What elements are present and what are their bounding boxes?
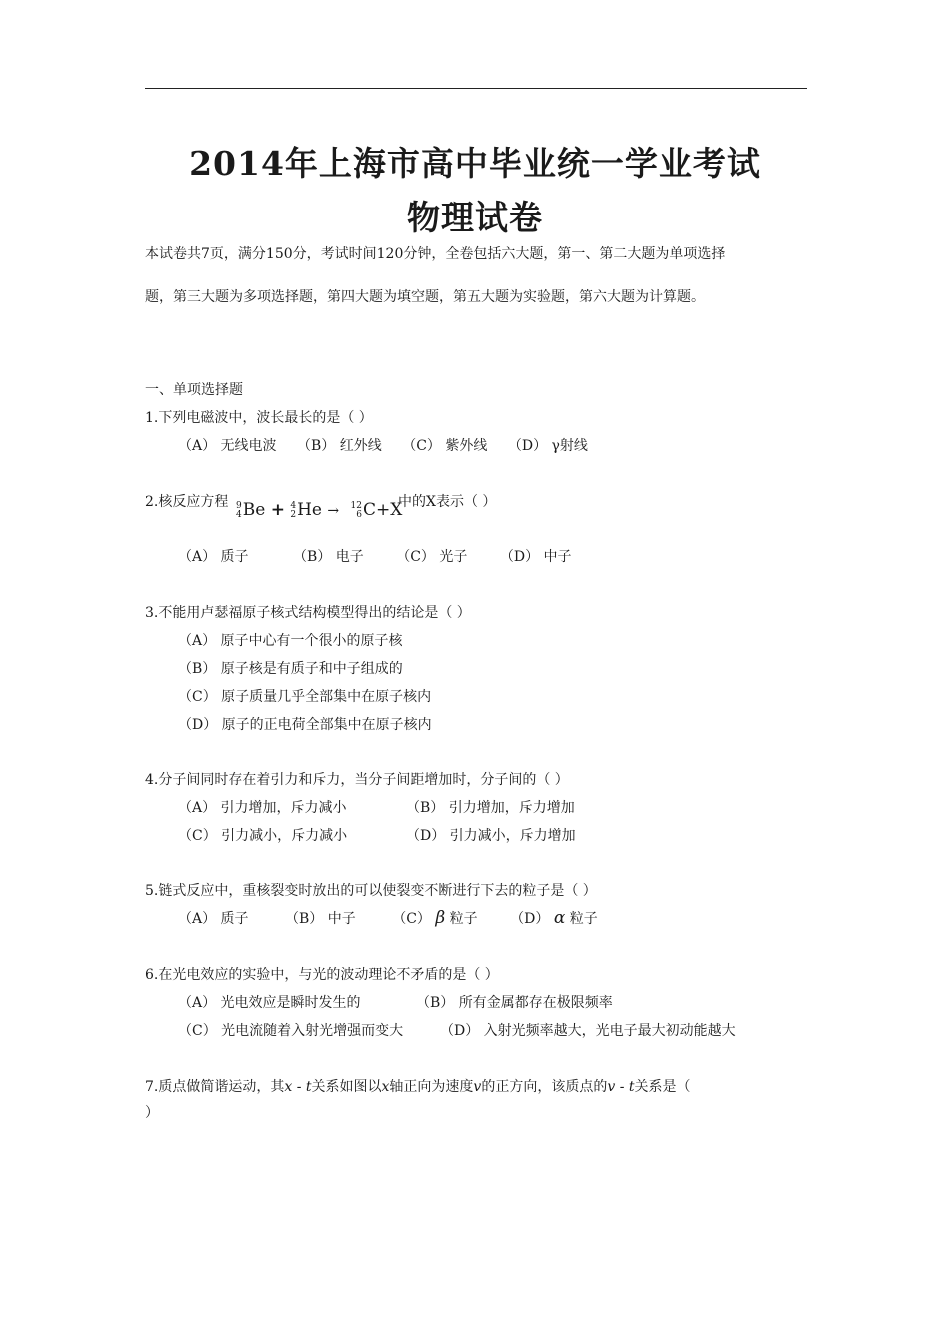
q2-option-c: （C） 光子 (396, 549, 468, 565)
q4-option-b: （B） 引力增加，斥力增加 (406, 800, 575, 816)
be-mass-number: 9 (236, 500, 242, 511)
q3-stem: 3.不能用卢瑟福原子核式结构模型得出的结论是（ ） (145, 605, 471, 621)
q7-stem (145, 1077, 691, 1097)
q5-option-c-text: 粒子 (449, 911, 478, 927)
q7-v: v (473, 1079, 482, 1095)
q5-option-c-label: （C） (392, 911, 431, 927)
q7-text-3: 轴正向为速度 (389, 1079, 474, 1095)
q4-option-d: （D） 引力减小，斥力增加 (406, 828, 576, 844)
plus-sign: + (270, 500, 285, 520)
q1-option-a: （A） 无线电波 (178, 438, 277, 454)
alpha-symbol: α (553, 908, 566, 928)
q6-option-a: （A） 光电效应是瞬时发生的 (178, 995, 361, 1011)
q3-option-b: （B） 原子核是有质子和中子组成的 (178, 661, 403, 677)
q7-vt: v - t (607, 1079, 635, 1095)
q3-option-c: （C） 原子质量几乎全部集中在原子核内 (178, 689, 432, 705)
be-atomic-number: 4 (236, 509, 242, 520)
q1-option-c: （C） 紫外线 (402, 438, 488, 454)
reaction-arrow: → (327, 503, 340, 519)
q6-option-b: （B） 所有金属都存在极限频率 (416, 995, 613, 1011)
he-mass-number: 4 (290, 500, 297, 511)
q4-option-a: （A） 引力增加，斥力减小 (178, 800, 347, 816)
header-rule (145, 88, 807, 89)
q1-stem: 1.下列电磁波中，波长最长的是（ ） (145, 410, 373, 426)
intro-line-2: 题，第三大题为多项选择题，第四大题为填空题，第五大题为实验题，第六大题为计算题。 (145, 289, 705, 305)
q4-option-c: （C） 引力减小，斥力减小 (178, 828, 348, 844)
q7-stem-end: ） (145, 1105, 159, 1121)
exam-title: 2014年上海市高中毕业统一学业考试 (189, 144, 761, 183)
section-title: 一、单项选择题 (145, 382, 243, 398)
q3-option-d: （D） 原子的正电荷全部集中在原子核内 (178, 717, 432, 733)
q2-options (178, 547, 572, 567)
q5-option-d-label: （D） (510, 911, 550, 927)
q2-option-b: （B） 电子 (293, 549, 364, 565)
be-symbol: Be (242, 500, 266, 520)
q2-option-d: （D） 中子 (499, 549, 572, 565)
beta-symbol: β (435, 908, 446, 928)
intro-line-1: 本试卷共7页，满分150分，考试时间120分钟，全卷包括六大题，第一、第二大题为单项选择 (145, 246, 726, 262)
q5-option-b: （B） 中子 (285, 911, 356, 927)
carbon-nuclide (351, 500, 403, 520)
q2-stem-pre: 2.核反应方程 (145, 494, 229, 510)
q6-option-c: （C） 光电流随着入射光增强而变大 (178, 1023, 404, 1039)
c-atomic-number: 6 (356, 509, 362, 520)
q5-option-a: （A） 质子 (178, 911, 249, 927)
exam-subtitle: 物理试卷 (407, 198, 543, 237)
q3-option-a: （A） 原子中心有一个很小的原子核 (178, 633, 403, 649)
q2-stem-post: 中的X表示（ ） (398, 494, 497, 510)
q2-option-a: （A） 质子 (178, 549, 249, 565)
q1-option-b: （B） 红外线 (297, 438, 382, 454)
q7-text-4: 的正方向，该质点的 (481, 1079, 608, 1095)
q2-nuclear-equation (236, 500, 402, 520)
he-symbol: He (297, 500, 322, 520)
q1-option-d: （D） γ射线 (507, 438, 588, 454)
q7-xt: x - t (284, 1079, 312, 1095)
c-mass-number: 12 (350, 500, 362, 511)
q7-text-2: 关系如图以 (311, 1079, 382, 1095)
q7-text-5: 关系是（ (634, 1079, 691, 1095)
helium-nuclide (290, 500, 322, 520)
q5-option-c (392, 908, 477, 929)
q5-stem: 5.链式反应中，重核裂变时放出的可以使裂变不断进行下去的粒子是（ ） (145, 883, 597, 899)
q5-option-d-text: 粒子 (569, 911, 598, 927)
c-symbol: C+X (362, 500, 403, 520)
q1-options (178, 436, 588, 456)
q7-x: x (381, 1079, 390, 1095)
q7-text-1: 7.质点做简谐运动，其 (145, 1079, 285, 1095)
q6-option-d: （D） 入射光频率越大，光电子最大初动能越大 (440, 1023, 736, 1039)
q6-stem: 6.在光电效应的实验中，与光的波动理论不矛盾的是（ ） (145, 967, 499, 983)
q5-options (178, 908, 598, 929)
q5-option-d (510, 908, 598, 929)
q4-stem: 4.分子间同时存在着引力和斥力，当分子间距增加时，分子间的（ ） (145, 772, 569, 788)
he-atomic-number: 2 (290, 509, 297, 520)
beryllium-nuclide (236, 500, 265, 520)
